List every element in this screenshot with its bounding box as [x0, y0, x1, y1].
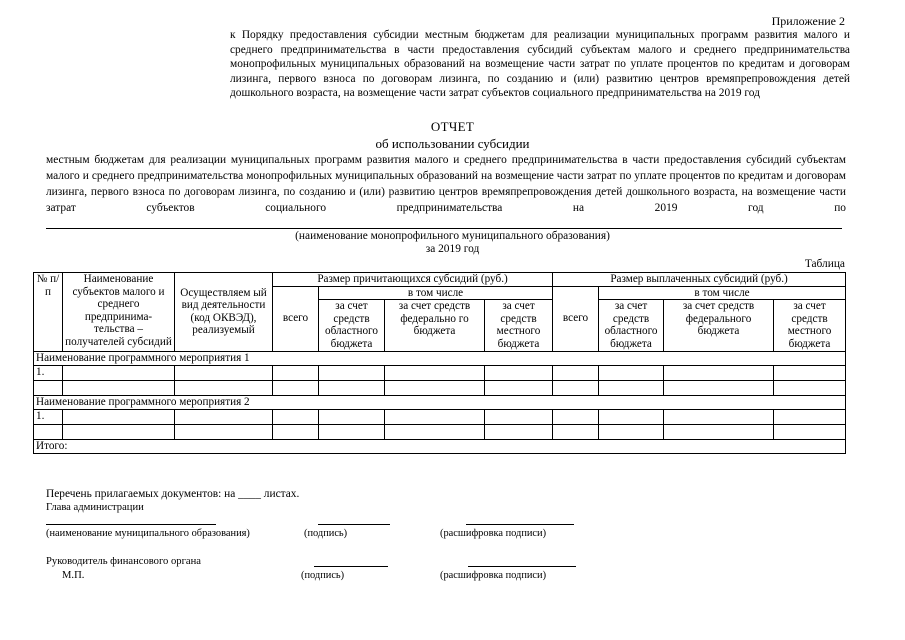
table-cell[interactable] — [553, 365, 599, 380]
preamble-text: к Порядку предоставления субсидии местным бюджетам для реализации муниципальных программ развития малого и среднего предпринимательства в части предоставления субсидий субъектам малого и среднего предпринимательства монопрофильных муниципальных образований на возмещение части затрат по уплате процентов по кредитам и договорам лизинга, первого взноса по договорам лизинга, по созданию и (или) развитию центров времяпрепровождения детей дошкольного возраста, на возмещение части затрат субъектов социального предпринимательства на 2019 год — [230, 29, 850, 100]
section-title-2: Наименование программного мероприятия 2 — [34, 395, 846, 409]
table-cell[interactable] — [774, 380, 846, 395]
table-cell[interactable] — [175, 380, 273, 395]
table-cell[interactable] — [774, 409, 846, 424]
municipality-signature-line[interactable] — [46, 524, 216, 525]
header-paid-group: Размер выплаченных субсидий (руб.) — [553, 273, 846, 287]
table-cell[interactable] — [273, 409, 319, 424]
subsidy-table — [33, 272, 846, 454]
table-cell[interactable] — [774, 365, 846, 380]
table-cell[interactable] — [385, 365, 485, 380]
table-cell[interactable] — [599, 365, 664, 380]
stamp-place-label: М.П. — [62, 570, 85, 581]
table-cell[interactable] — [63, 380, 175, 395]
finance-decoding-caption: (расшифровка подписи) — [440, 570, 547, 581]
table-cell[interactable] — [63, 365, 175, 380]
report-title: ОТЧЕТ — [430, 119, 475, 134]
section-row-2 — [34, 395, 846, 409]
header-due-including: в том числе — [319, 286, 553, 300]
table-cell[interactable] — [599, 424, 664, 439]
table-cell[interactable] — [485, 409, 553, 424]
attached-documents-line: Перечень прилагаемых документов: на ____ листах. — [46, 488, 300, 500]
table-row — [34, 409, 846, 424]
table-row — [34, 365, 846, 380]
header-paid-including: в том числе — [599, 286, 846, 300]
header-due-group: Размер причитающихся субсидий (руб.) — [273, 273, 553, 287]
row-number: 1. — [34, 365, 63, 380]
table-cell[interactable] — [664, 424, 774, 439]
table-cell[interactable] — [273, 380, 319, 395]
municipality-fill-line — [46, 228, 842, 229]
finance-decoding-line[interactable] — [468, 566, 576, 567]
header-activity: Осуществляем ый вид деятельности (код ОКВЭД), реализуемый — [175, 273, 273, 352]
table-cell[interactable] — [175, 365, 273, 380]
table-cell[interactable] — [553, 424, 599, 439]
table-cell[interactable] — [63, 424, 175, 439]
section-title-1: Наименование программного мероприятия 1 — [34, 351, 846, 365]
head-of-administration-label: Глава администрации — [46, 502, 144, 513]
header-paid-federal: за счет средств федерального бюджета — [664, 300, 774, 351]
header-paid-total: всего — [553, 286, 599, 351]
header-paid-regional: за счет средств областного бюджета — [599, 300, 664, 351]
finance-signature-line[interactable] — [314, 566, 388, 567]
head-decoding-caption: (расшифровка подписи) — [440, 528, 547, 539]
table-cell[interactable] — [319, 365, 385, 380]
table-cell[interactable] — [273, 424, 319, 439]
table-cell[interactable] — [599, 409, 664, 424]
table-cell[interactable] — [319, 380, 385, 395]
report-purpose: местным бюджетам для реализации муниципальных программ развития малого и среднего предпринимательства в части предоставления субсидий субъектам малого и среднего предпринимательства монопрофильных муниципальных образований на возмещение части затрат по уплате процентов по кредитам и договорам лизинга, первого взноса по договорам лизинга, по созданию и (или) развитию центров времяпрепровождения детей дошкольного возраста, на возмещение части затрат субъектов социального предпринимательства на 2019 год по — [46, 154, 846, 214]
table-row — [34, 380, 846, 395]
municipality-caption: (наименование монопрофильного муниципального образования) — [295, 230, 610, 242]
table-cell[interactable] — [385, 424, 485, 439]
report-year: за 2019 год — [425, 243, 480, 255]
report-subtitle: об использовании субсидии — [375, 136, 530, 151]
table-cell[interactable] — [175, 409, 273, 424]
header-due-local: за счет средств местного бюджета — [485, 300, 553, 351]
table-cell[interactable] — [664, 409, 774, 424]
header-due-regional: за счет средств областного бюджета — [319, 300, 385, 351]
table-cell[interactable] — [273, 365, 319, 380]
table-cell[interactable] — [319, 409, 385, 424]
table-cell[interactable] — [385, 380, 485, 395]
table-cell[interactable] — [63, 409, 175, 424]
table-cell[interactable] — [599, 380, 664, 395]
section-row-1 — [34, 351, 846, 365]
header-recipient-name: Наименование субъектов малого и среднего предпринима- тельства – получателей субсидий — [63, 273, 175, 352]
header-num: № п/п — [34, 273, 63, 352]
table-cell[interactable] — [664, 380, 774, 395]
finance-head-label: Руководитель финансового органа — [46, 556, 202, 567]
appendix-label: Приложение 2 — [771, 14, 845, 28]
finance-signature-caption: (подпись) — [301, 570, 345, 581]
table-cell[interactable] — [553, 380, 599, 395]
head-decoding-line[interactable] — [466, 524, 574, 525]
table-row — [34, 424, 846, 439]
total-row — [34, 439, 846, 453]
head-signature-caption: (подпись) — [304, 528, 348, 539]
table-cell[interactable] — [553, 409, 599, 424]
table-cell[interactable] — [34, 380, 63, 395]
header-due-total: всего — [273, 286, 319, 351]
table-cell[interactable] — [485, 380, 553, 395]
table-cell[interactable] — [319, 424, 385, 439]
table-cell[interactable] — [385, 409, 485, 424]
table-cell[interactable] — [485, 365, 553, 380]
municipality-caption: (наименование муниципального образования) — [46, 528, 250, 539]
total-label: Итого: — [34, 439, 846, 453]
row-number: 1. — [34, 409, 63, 424]
head-signature-line[interactable] — [318, 524, 390, 525]
table-cell[interactable] — [774, 424, 846, 439]
table-cell[interactable] — [485, 424, 553, 439]
table-cell[interactable] — [34, 424, 63, 439]
header-paid-local: за счет средств местного бюджета — [774, 300, 846, 351]
table-cell[interactable] — [175, 424, 273, 439]
header-due-federal: за счет средств федерально го бюджета — [385, 300, 485, 351]
table-label: Таблица — [804, 258, 845, 270]
table-cell[interactable] — [664, 365, 774, 380]
